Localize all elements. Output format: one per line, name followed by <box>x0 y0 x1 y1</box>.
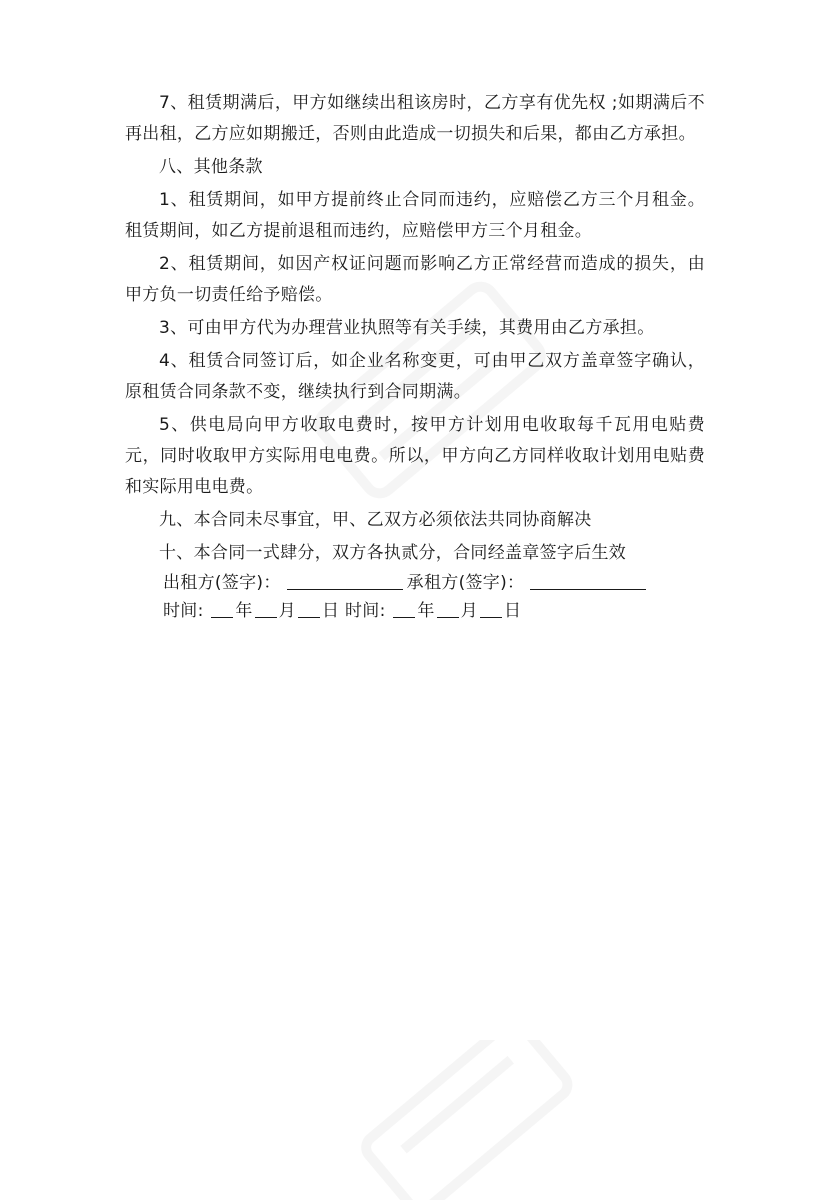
lessee-year-label: 年 <box>417 601 435 621</box>
lessee-signature-label: 承租方(签字)： <box>406 573 525 593</box>
clause-8-2-title-deed-loss: 2、租赁期间，如因产权证问题而影响乙方正常经营而造成的损失，由甲方负一切责任给予赔偿。 <box>125 254 705 305</box>
contract-body <box>125 88 705 625</box>
lessor-month-label: 月 <box>278 601 296 621</box>
lessee-year-blank <box>393 599 415 618</box>
lessee-day-label: 日 <box>503 601 522 621</box>
time-label-lessor: 时间: <box>163 601 204 621</box>
lessor-month-blank <box>255 599 277 618</box>
clause-8-3-business-license: 3、可由甲方代为办理营业执照等有关手续，其费用由乙方承担。 <box>159 318 655 338</box>
section-8-heading: 八、其他条款 <box>159 157 263 177</box>
signature-line <box>125 569 705 597</box>
clause-8-5-electricity-fees: 5、供电局向甲方收取电费时，按甲方计划用电收取每千瓦用电贴费元，同时收取甲方实际用电电费。所以，甲方向乙方同样收取计划用电贴费和实际用电电费。 <box>125 415 705 497</box>
clause-8-4-name-change: 4、租赁合同签订后，如企业名称变更，可由甲乙双方盖章签字确认，原租赁合同条款不变，继续执行到合同期满。 <box>125 351 705 402</box>
clause-7-renewal: 7、租赁期满后，甲方如继续出租该房时，乙方享有优先权 ;如期满后不再出租，乙方应如期搬迁，否则由此造成一切损失和后果，都由乙方承担。 <box>125 93 705 144</box>
time-label-lessee: 日 时间: <box>321 601 386 621</box>
lessor-year-blank <box>211 599 233 618</box>
lessor-signature-label: 出租方(签字)： <box>163 573 281 593</box>
clause-8-1-early-termination: 1、租赁期间，如甲方提前终止合同而违约，应赔偿乙方三个月租金。租赁期间，如乙方提前退租而违约，应赔偿甲方三个月租金。 <box>125 190 705 241</box>
section-10-copies-effective: 十、本合同一式肆分，双方各执贰分，合同经盖章签字后生效 <box>159 543 627 563</box>
lessee-day-blank <box>480 599 502 618</box>
watermark-stamp-bottom <box>330 1040 610 1200</box>
lessee-month-label: 月 <box>460 601 478 621</box>
lessor-signature-blank <box>287 571 403 590</box>
section-9-unresolved-matters: 九、本合同未尽事宜，甲、乙双方必须依法共同协商解决 <box>159 510 592 530</box>
lessee-signature-blank <box>530 571 646 590</box>
lessee-month-blank <box>437 599 459 618</box>
lessor-day-blank <box>298 599 320 618</box>
lessor-year-label: 年 <box>235 601 253 621</box>
date-line <box>125 597 705 625</box>
